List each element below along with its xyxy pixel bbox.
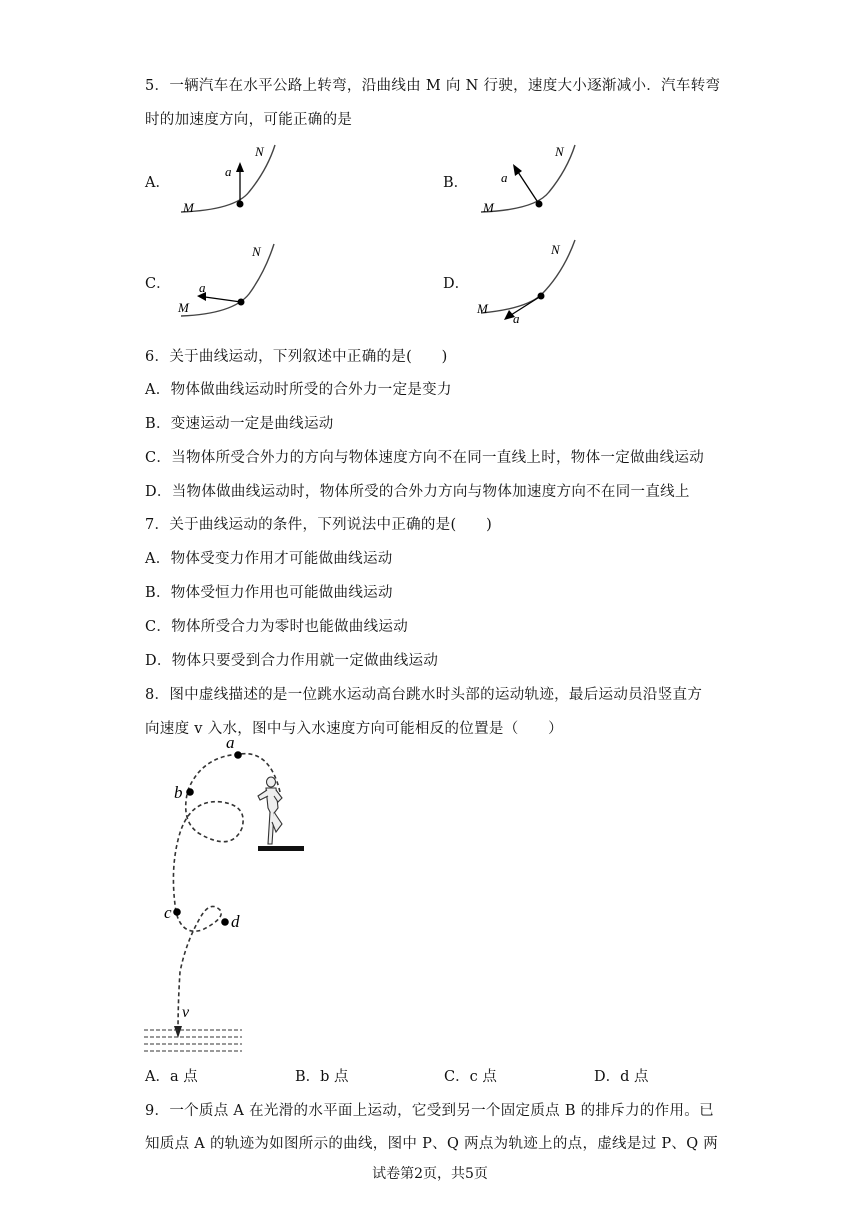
diver-icon (258, 777, 282, 844)
q8-label-d: d (231, 912, 240, 931)
q7-stem: 7．关于曲线运动的条件，下列说法中正确的是( ) (145, 517, 493, 533)
q7-option-c: C．物体所受合力为零时也能做曲线运动 (145, 619, 408, 635)
q5-c-label-n: N (252, 244, 261, 259)
q7-option-a: A．物体受变力作用才可能做曲线运动 (145, 551, 393, 567)
q8-label-a: a (226, 733, 235, 752)
q5-option-a-figure (175, 140, 285, 220)
q5-d-label-a: a (513, 311, 520, 325)
q5-a-label-n: N (255, 144, 264, 159)
q8-choice-d: D．d 点 (594, 1069, 649, 1085)
q5-b-label-n: N (555, 144, 564, 159)
q8-label-b: b (174, 783, 183, 802)
q9-stem-line1: 9．一个质点 A 在光滑的水平面上运动，它受到另一个固定质点 B 的排斥力的作用。已 (145, 1103, 714, 1119)
q5-option-c-figure (175, 240, 285, 320)
q5-option-c-label: C． (145, 276, 171, 292)
water-surface (144, 1030, 242, 1051)
q8-choice-a: A．a 点 (145, 1069, 198, 1085)
q8-stem-line2: 向速度 v 入水，图中与入水速度方向可能相反的位置是（ ） (145, 721, 563, 737)
q5-b-label-m: M (483, 200, 494, 215)
q5-stem-line2: 时的加速度方向，可能正确的是 (145, 112, 353, 128)
platform (258, 846, 304, 851)
q5-d-label-m: M (477, 301, 488, 316)
q5-option-b-figure (475, 140, 585, 220)
page-footer: 试卷第2页，共5页 (372, 1166, 488, 1182)
q5-stem-line1: 5．一辆汽车在水平公路上转弯，沿曲线由 M 向 N 行驶，速度大小逐渐减小．汽车转弯 (145, 78, 721, 94)
q5-a-label-m: M (183, 200, 194, 215)
q6-option-a: A．物体做曲线运动时所受的合外力一定是变力 (145, 382, 452, 398)
q6-option-c: C．当物体所受合外力的方向与物体速度方向不在同一直线上时，物体一定做曲线运动 (145, 450, 704, 466)
q5-option-a-label: A． (145, 175, 170, 191)
q8-label-c: c (164, 903, 172, 922)
q5-option-b-label: B． (443, 175, 469, 191)
q5-c-label-a: a (199, 280, 206, 295)
q5-option-d-figure (475, 235, 585, 325)
q5-a-label-a: a (225, 164, 232, 179)
q8-choice-c: C．c 点 (444, 1069, 497, 1085)
q6-option-d: D．当物体做曲线运动时，物体所受的合外力方向与物体加速度方向不在同一直线上 (145, 484, 690, 500)
q5-b-label-a: a (501, 170, 508, 185)
q5-c-label-m: M (178, 300, 189, 315)
q8-diving-trajectory-figure (140, 732, 320, 1057)
q8-choice-b: B．b 点 (295, 1069, 349, 1085)
point-d (221, 918, 229, 926)
q6-option-b: B．变速运动一定是曲线运动 (145, 416, 334, 432)
q8-label-v: v (182, 1004, 190, 1021)
q8-stem-line1: 8．图中虚线描述的是一位跳水运动高台跳水时头部的运动轨迹，最后运动员沿竖直方 (145, 687, 703, 703)
q9-stem-line2: 知质点 A 的轨迹为如图所示的曲线，图中 P、Q 两点为轨迹上的点，虚线是过 P、Q 两 (145, 1136, 719, 1152)
q6-stem: 6．关于曲线运动，下列叙述中正确的是( ) (145, 349, 448, 365)
point-a (234, 751, 242, 759)
q7-option-d: D．物体只要受到合力作用就一定做曲线运动 (145, 653, 439, 669)
point-c (173, 908, 181, 916)
q5-d-label-n: N (551, 242, 560, 257)
q7-option-b: B．物体受恒力作用也可能做曲线运动 (145, 585, 393, 601)
q5-option-d-label: D． (443, 276, 470, 292)
point-b (186, 788, 194, 796)
